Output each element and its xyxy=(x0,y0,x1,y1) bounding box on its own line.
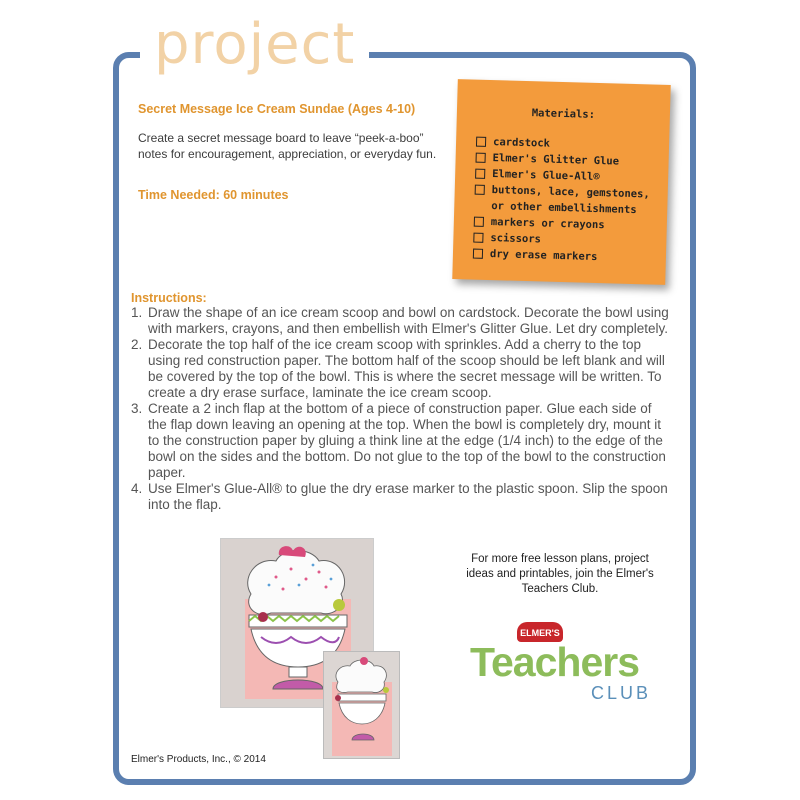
club-text: For more free lesson plans, project ideas and printables, join the Elmer's Teachers Club. xyxy=(466,553,654,595)
material-label: cardstock xyxy=(492,136,551,150)
instruction-step xyxy=(131,305,671,337)
material-label: Elmer's Glue-All® xyxy=(492,168,600,184)
sundae-photo-small xyxy=(323,651,400,759)
teachers-logo-text: Teachers xyxy=(470,639,640,685)
step-number: 1. xyxy=(131,305,143,320)
step-number: 4. xyxy=(131,481,143,496)
step-text: Use Elmer's Glue-All® to glue the dry erase marker to the plastic spoon. Slip the spoon into the flap. xyxy=(148,481,668,512)
checkbox-icon xyxy=(476,153,486,163)
material-label: Elmer's Glitter Glue xyxy=(492,152,620,168)
step-text: Draw the shape of an ice cream scoop and bowl on cardstock. Decorate the bowl using with markers, crayons, and then embellish with Elmer's Glitter Glue. Let dry completely. xyxy=(148,305,669,336)
step-number: 2. xyxy=(131,337,143,352)
material-label: scissors xyxy=(490,232,542,246)
material-label: dry erase markers xyxy=(489,248,598,264)
instructions-heading: Instructions: xyxy=(131,291,207,305)
instruction-step xyxy=(131,401,671,481)
ice-cream-sundae-image xyxy=(324,652,399,758)
project-title: Secret Message Ice Cream Sundae (Ages 4-10) xyxy=(138,102,416,116)
material-label: buttons, lace, gemstones, or other embellishments xyxy=(491,184,650,217)
instruction-step xyxy=(131,481,671,513)
header-title: project xyxy=(140,10,369,80)
checkbox-icon xyxy=(475,169,485,179)
project-intro: Create a secret message board to leave “peek-a-boo” notes for encouragement, appreciation, or everyday fun. xyxy=(138,131,437,161)
step-text: Create a 2 inch flap at the bottom of a piece of construction paper. Glue each side of the flap down leaving an opening at the top. When the bowl is completely dry, mount it to the construction paper by gluing a think line at the edge (1/4 inch) to the edge of the bowl on the sides and the bottom. Do not glue to the top of the bowl to the construction paper. xyxy=(148,401,666,480)
copyright: Elmer's Products, Inc., © 2014 xyxy=(131,754,266,765)
checkbox-icon xyxy=(473,233,483,243)
checkbox-icon xyxy=(473,249,483,259)
step-number: 3. xyxy=(131,401,143,416)
materials-note xyxy=(452,79,671,285)
club-logo-text: CLUB xyxy=(591,683,652,703)
checkbox-icon xyxy=(476,137,486,147)
materials-list xyxy=(473,134,662,267)
elmers-logo: ELMER'S xyxy=(517,622,563,642)
checkbox-icon xyxy=(474,217,484,227)
instruction-step xyxy=(131,337,671,401)
material-item xyxy=(474,182,660,219)
instructions-list xyxy=(131,305,671,513)
checkbox-icon xyxy=(475,185,485,195)
material-label: markers or crayons xyxy=(490,216,605,232)
materials-title: Materials: xyxy=(531,107,596,121)
step-text: Decorate the top half of the ice cream scoop with sprinkles. Add a cherry to the top using red construction paper. The bottom half of the scoop should be left blank and will be covered by the top of the bowl. This is where the secret message will be written. To create a dry erase surface, laminate the ice cream scoop. xyxy=(148,337,665,400)
time-needed: Time Needed: 60 minutes xyxy=(138,188,289,202)
